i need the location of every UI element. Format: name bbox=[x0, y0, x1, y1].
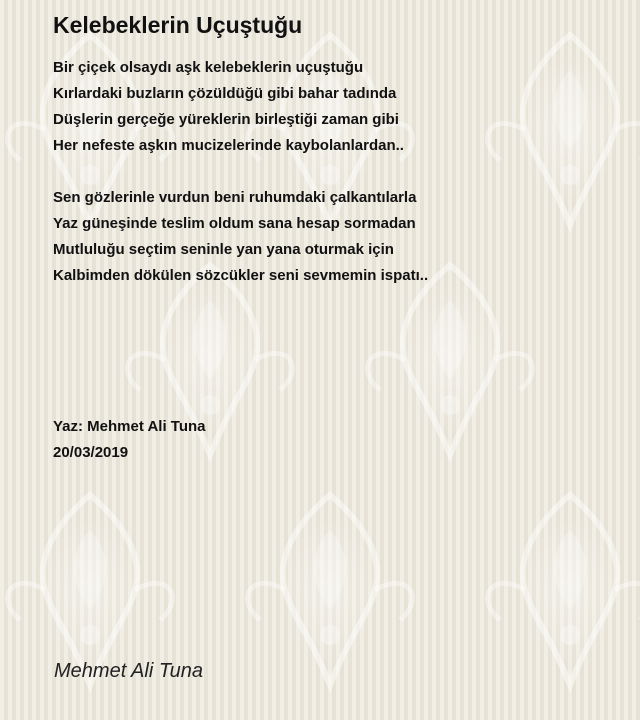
poem-byline bbox=[53, 414, 206, 466]
poem-stanza-1 bbox=[53, 55, 613, 159]
poem-stanza-2 bbox=[53, 185, 613, 289]
poem-line: Düşlerin gerçeğe yüreklerin birleştiği zaman gibi bbox=[53, 111, 399, 128]
poem-line: Yaz güneşinde teslim oldum sana hesap sormadan bbox=[53, 215, 416, 232]
poem-line: Bir çiçek olsaydı aşk kelebeklerin uçuştuğu bbox=[53, 59, 364, 76]
author-signature: Mehmet Ali Tuna bbox=[54, 660, 203, 682]
poem-title: Kelebeklerin Uçuştuğu bbox=[53, 12, 303, 38]
poem-line: Her nefeste aşkın mucizelerinde kaybolanlardan.. bbox=[53, 137, 404, 154]
poem-line: Kalbimden dökülen sözcükler seni sevmemin ispatı.. bbox=[53, 267, 429, 284]
poem-line: Mutluluğu seçtim seninle yan yana oturmak için bbox=[53, 241, 394, 258]
poem-line: Kırlardaki buzların çözüldüğü gibi bahar tadında bbox=[53, 85, 397, 102]
author-line: Yaz: Mehmet Ali Tuna bbox=[53, 418, 206, 435]
poem-line: Sen gözlerinle vurdun beni ruhumdaki çalkantılarla bbox=[53, 189, 417, 206]
poem-date: 20/03/2019 bbox=[53, 444, 129, 461]
